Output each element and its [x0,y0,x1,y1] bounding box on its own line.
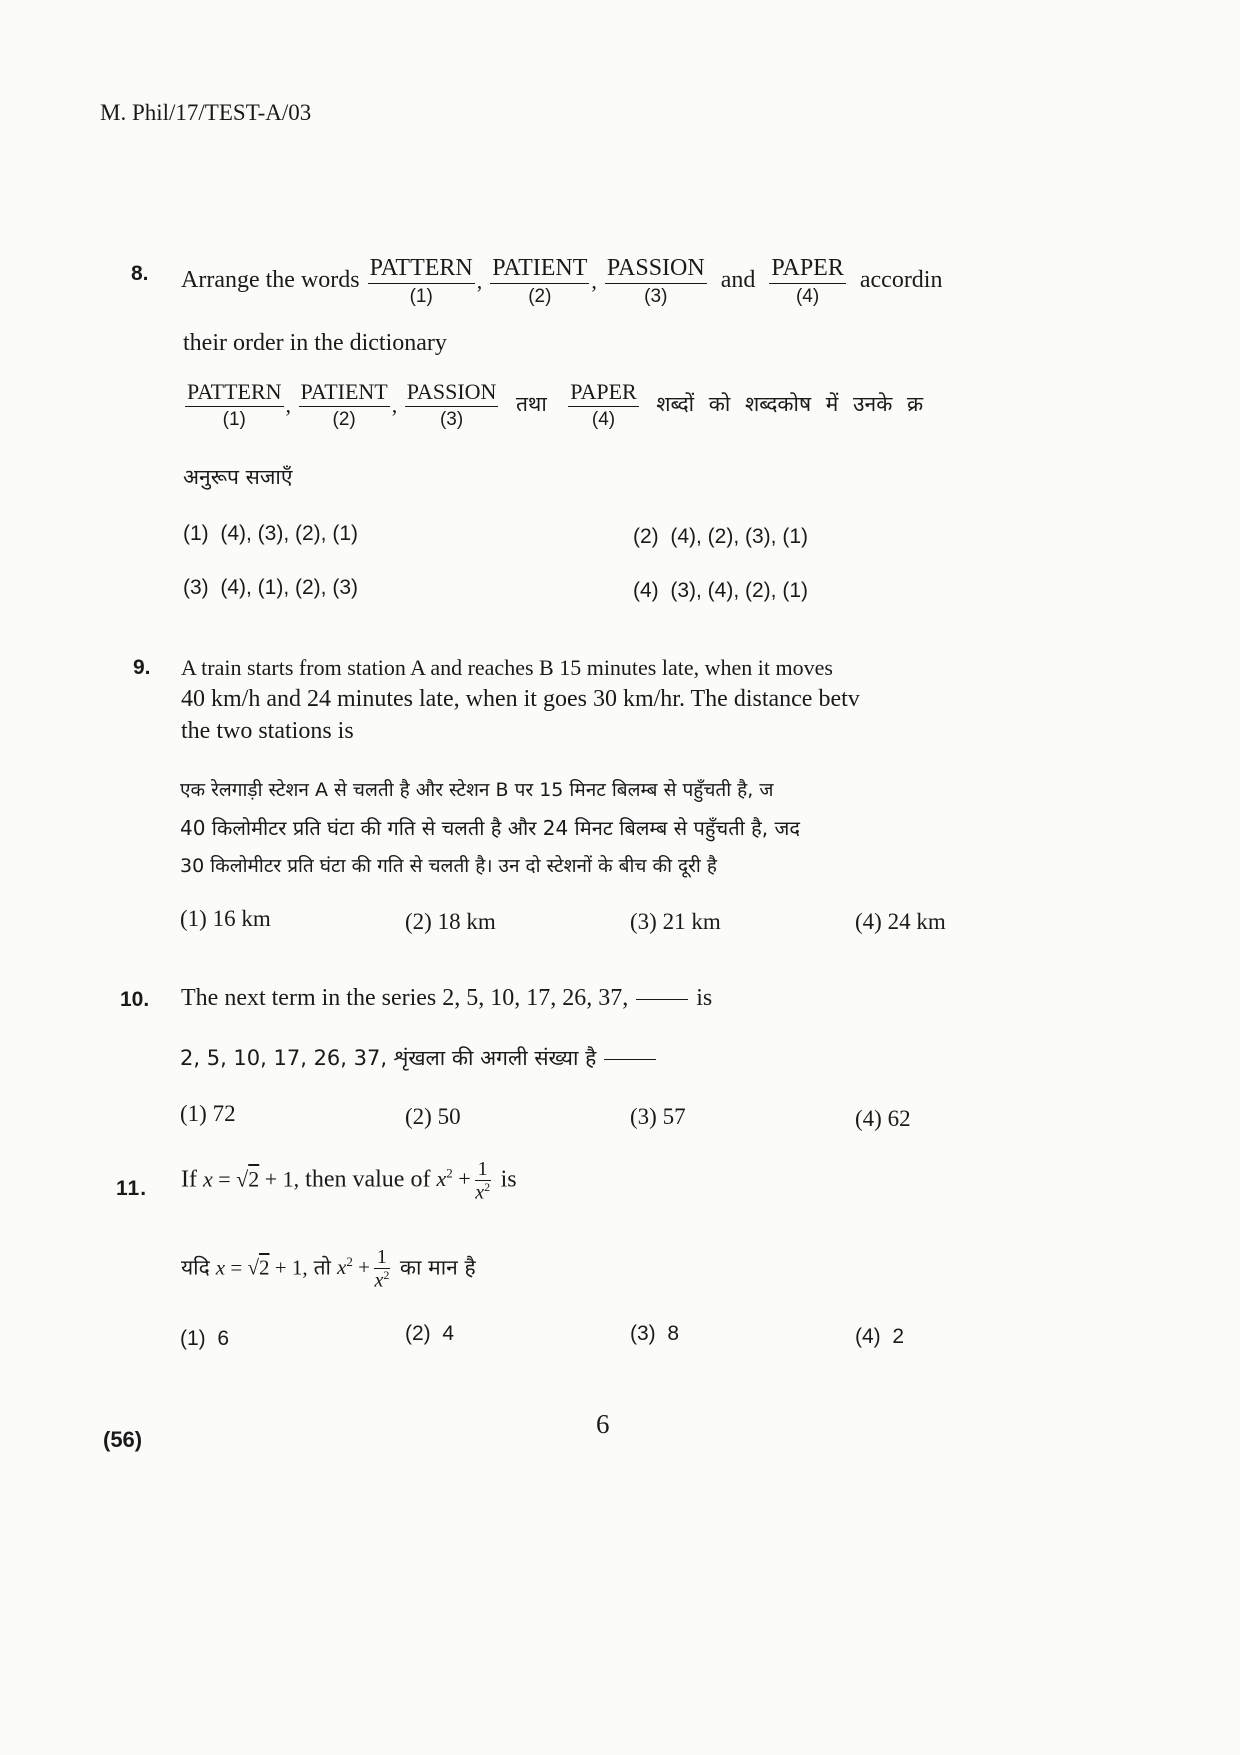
q11-hi-expression: $x^2$ + [337,1254,370,1280]
question-8-en-line1: Arrange the words $\frac{\text{PATTERN}}{(1)}$ , $\frac{\text{PATIENT}}{(2)}$ , $\frac{\text{PASSION}}{(3)}$ and $\frac{\text{PAPER}}{(4)}$ accordin [181,255,943,308]
q8-hi-word-2: $\frac{\text{PATIENT}}{(2)}$ [300,379,388,431]
question-9-en-line2: 40 km/h and 24 minutes late, when it goes 30 km/hr. The distance betv [181,686,860,712]
q8-word-3: $\frac{\text{PASSION}}{(3)}$ [606,255,705,308]
q8-option-1[interactable]: (1) (4), (3), (2), (1) [183,522,359,545]
q11-hi-if: यदि [181,1255,210,1280]
question-10-hi [180,1044,664,1072]
q8-option-4[interactable]: (4) (3), (4), (2), (1) [633,579,809,602]
question-11-number: 11. [116,1177,148,1200]
question-8-hi-line2: अनुरूप सजाएँ [183,465,293,489]
q8-word-2: $\frac{\text{PATIENT}}{(2)}$ [492,255,588,308]
question-9-hi-line1: एक रेलगाड़ी स्टेशन A से चलती है और स्टेशन B पर 15 मिनट बिलम्ब से पहुँचती है, ज [180,779,774,801]
q11-en-then: then value of [305,1166,431,1193]
q8-hi-word-1: $\frac{\text{PATTERN}}{(1)}$ [187,379,282,431]
question-10-en [181,985,712,1012]
question-11-en [181,1158,517,1204]
question-9-en-line3: the two stations is [181,718,354,744]
q9-option-3[interactable]: (3) 21 km [630,909,721,934]
q9-option-2[interactable]: (2) 18 km [405,909,496,934]
question-10-number: 10. [120,988,150,1011]
q9-option-4[interactable]: (4) 24 km [855,909,946,934]
q8-word-1: $\frac{\text{PATTERN}}{(1)}$ [369,255,473,308]
q8-hi-word-4: $\frac{\text{PAPER}}{(4)}$ [570,379,637,431]
q11-hi-fraction: $\frac{1}{x^2}$ [374,1246,390,1292]
question-9-hi-line3: 30 किलोमीटर प्रति घंटा की गति से चलती है। उन दो स्टेशनों के बीच की दूरी है [180,855,717,877]
q10-option-3[interactable]: (3) 57 [630,1104,686,1129]
q10-option-2[interactable]: (2) 50 [405,1104,461,1129]
q8-en-prefix: Arrange the words [181,267,360,294]
q9-option-1[interactable]: (1) 16 km [180,906,271,931]
q8-en-suffix: accordin [859,267,943,294]
q11-equation: x = √2 + 1, [202,1166,300,1192]
q8-hi-word-3: $\frac{\text{PASSION}}{(3)}$ [406,379,497,431]
question-9-hi-line2: 40 किलोमीटर प्रति घंटा की गति से चलती है और 24 मिनट बिलम्ब से पहुँचती है, जद [180,816,800,840]
page-number: 6 [596,1409,610,1439]
q10-en-tail: is [696,985,713,1011]
question-8-en-line2: their order in the dictionary [183,330,447,356]
q10-en-text: The next term in the series 2, 5, 10, 17, 26, 37, [181,985,629,1011]
footer-code: (56) [103,1427,143,1452]
q10-option-4[interactable]: (4) 62 [855,1106,911,1131]
q11-option-4[interactable]: (4) 2 [855,1325,905,1348]
q11-hi-tail: का मान है [399,1255,476,1280]
q11-en-is: is [500,1166,517,1193]
q11-hi-then: तो [313,1255,331,1280]
question-9-number: 9. [133,656,151,679]
q8-hi-suffix: शब्दों को शब्दकोष में उनके क्र [656,391,924,416]
q8-en-and: and [720,267,756,294]
q8-hi-and: तथा [515,391,547,416]
q11-expression: $x^2$ + [436,1166,471,1192]
question-11-hi [181,1246,476,1292]
q8-word-4: $\frac{\text{PAPER}}{(4)}$ [771,255,844,308]
document-code: M. Phil/17/TEST-A/03 [100,100,312,125]
q10-hi-blank [604,1059,656,1060]
q10-hi-text: 2, 5, 10, 17, 26, 37, शृंखला की अगली संख्या है [180,1046,597,1070]
q11-option-3[interactable]: (3) 8 [630,1322,680,1345]
q11-en-if: If [181,1166,197,1193]
question-8-number: 8. [131,262,149,285]
q8-option-3[interactable]: (3) (4), (1), (2), (3) [183,576,359,599]
q8-option-2[interactable]: (2) (4), (2), (3), (1) [633,525,809,548]
q11-hi-equation: x = √2 + 1, [215,1255,308,1280]
question-8-hi-line1: $\frac{\text{PATTERN}}{(1)}$ , $\frac{\text{PATIENT}}{(2)}$ , $\frac{\text{PASSION}}{(3)}$ तथा $\frac{\text{PAPER}}{(4)}$ शब्दों को शब्दकोष में उनके क्र [187,379,924,431]
q10-option-1[interactable]: (1) 72 [180,1101,236,1126]
q11-option-1[interactable]: (1) 6 [180,1327,230,1350]
q10-blank [636,999,688,1000]
question-9-en-line1: A train starts from station A and reaches B 15 minutes late, when it moves [181,655,833,680]
q11-option-2[interactable]: (2) 4 [405,1322,455,1345]
q11-fraction: $\frac{1}{x^2}$ [475,1158,491,1204]
